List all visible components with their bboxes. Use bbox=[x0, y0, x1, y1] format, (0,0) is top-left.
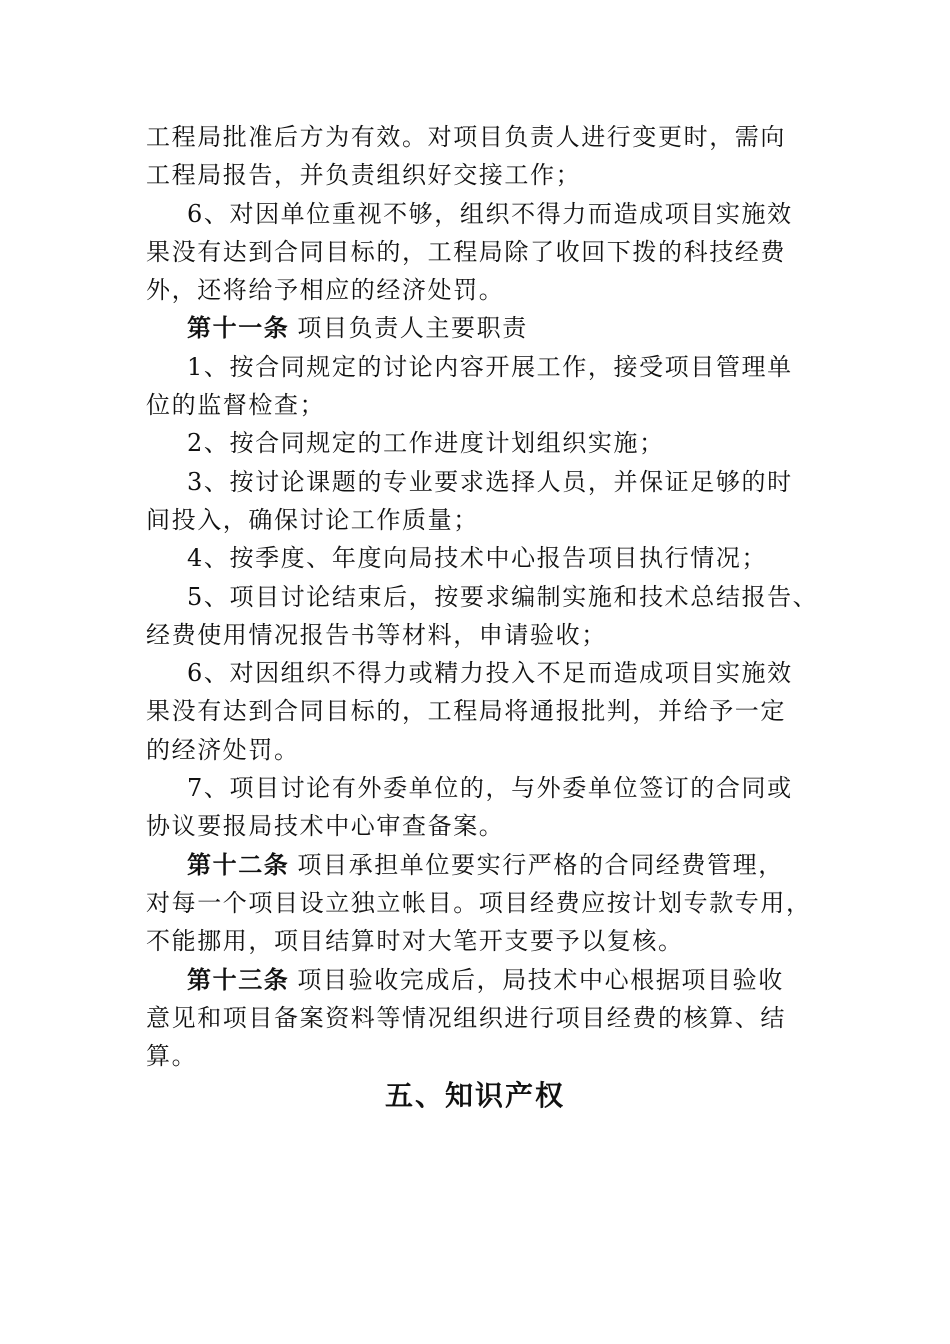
text-line: 外，还将给予相应的经济处罚。 bbox=[146, 276, 505, 305]
text-line: 协议要报局技术中心审查备案。 bbox=[146, 812, 505, 841]
text-line: 工程局批准后方为有效。对项目负责人进行变更时，需向 bbox=[146, 123, 786, 151]
text-line: 不能挪用，项目结算时对大笔开支要予以复核。 bbox=[146, 927, 684, 956]
article-12-line bbox=[146, 846, 796, 884]
body-text bbox=[146, 118, 819, 1075]
text-line: 6、对因单位重视不够，组织不得力而造成项目实施效 bbox=[187, 199, 793, 228]
article-13-label: 第十三条 bbox=[187, 964, 290, 994]
text-line: 意见和项目备案资料等情况组织进行项目经费的核算、结 bbox=[146, 1003, 786, 1032]
article-12-text: 项目承担单位要实行严格的合同经费管理， bbox=[297, 850, 784, 879]
text-line: 算。 bbox=[146, 1042, 198, 1071]
article-11-label: 第十一条 bbox=[187, 313, 290, 343]
article-13-text: 项目验收完成后，局技术中心根据项目验收 bbox=[297, 965, 784, 994]
text-line: 位的监督检查； bbox=[146, 391, 326, 420]
text-line: 经费使用情况报告书等材料，申请验收； bbox=[146, 620, 607, 649]
text-line: 3、按讨论课题的专业要求选择人员，并保证足够的时 bbox=[187, 467, 793, 496]
text-line: 4、按季度、年度向局技术中心报告项目执行情况； bbox=[187, 544, 768, 573]
text-line: 的经济处罚。 bbox=[146, 735, 300, 764]
section-heading: 五、知识产权 bbox=[384, 1079, 565, 1112]
text-line: 5、项目讨论结束后，按要求编制实施和技术总结报告、 bbox=[187, 582, 819, 611]
text-line: 对每一个项目设立独立帐目。项目经费应按计划专款专用， bbox=[146, 888, 812, 917]
text-line: 7、项目讨论有外委单位的，与外委单位签订的合同或 bbox=[187, 774, 793, 803]
text-line: 间投入，确保讨论工作质量； bbox=[146, 505, 479, 534]
article-13-line bbox=[146, 961, 796, 999]
text-line: 2、按合同规定的工作进度计划组织实施； bbox=[187, 429, 665, 458]
article-11-text: 项目负责人主要职责 bbox=[297, 314, 528, 343]
text-line: 1、按合同规定的讨论内容开展工作，接受项目管理单 bbox=[187, 352, 793, 381]
text-line: 6、对因组织不得力或精力投入不足而造成项目实施效 bbox=[187, 659, 793, 688]
article-11-line bbox=[146, 309, 796, 347]
text-line: 工程局报告，并负责组织好交接工作； bbox=[146, 161, 582, 190]
article-12-label: 第十二条 bbox=[187, 849, 290, 879]
text-line: 果没有达到合同目标的，工程局将通报批判，并给予一定 bbox=[146, 697, 786, 726]
text-line: 果没有达到合同目标的，工程局除了收回下拨的科技经费 bbox=[146, 237, 786, 266]
